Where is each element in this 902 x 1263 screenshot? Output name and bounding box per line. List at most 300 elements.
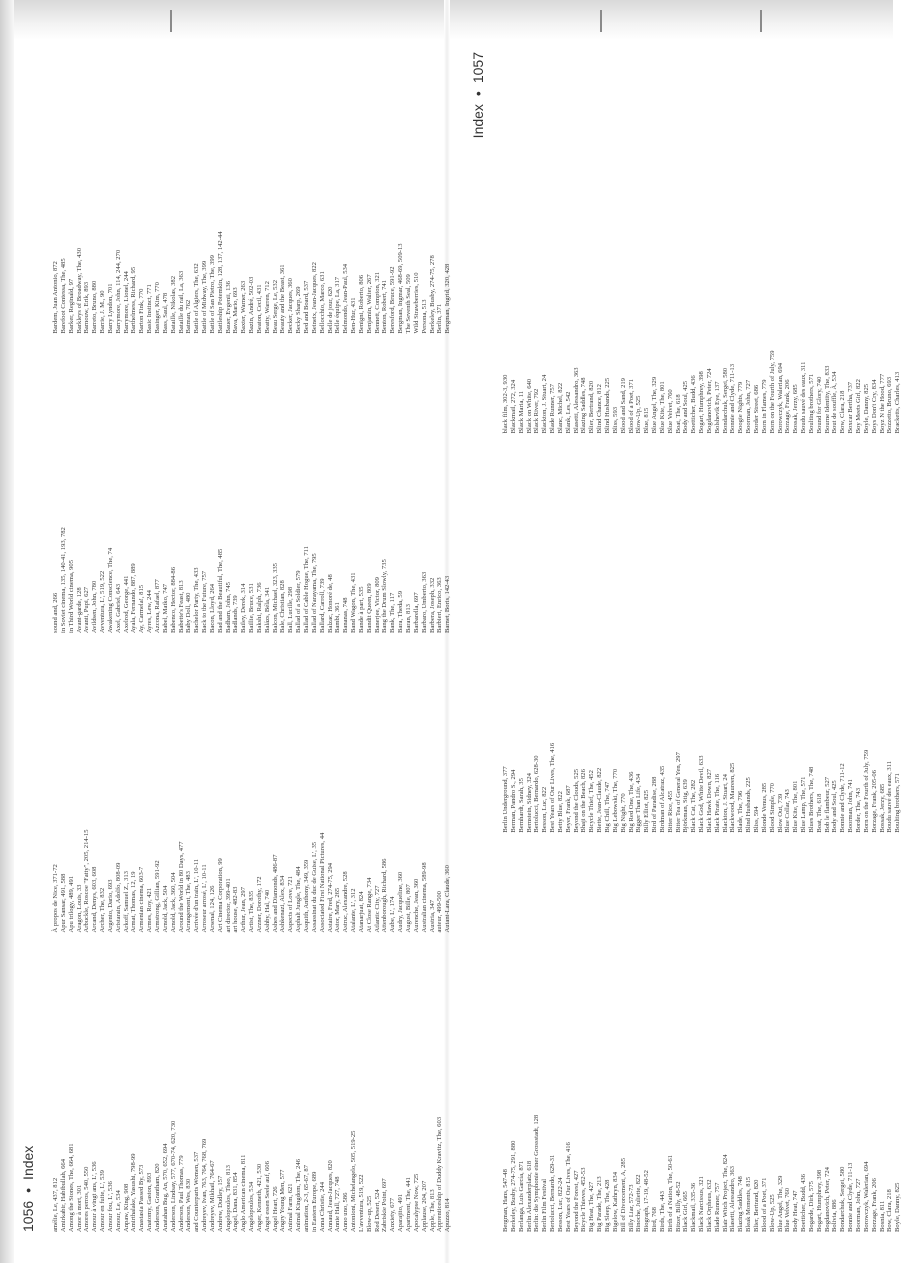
index-entry: Barefoot Contessa, The, 485: [59, 258, 67, 334]
index-entry: Amor à mort, 301: [75, 1184, 83, 1232]
index-entry: Bitzer, Billy, 48-52: [674, 1181, 682, 1232]
index-entry: Bliss, 593: [611, 406, 619, 434]
index-entry: Boulting brothers, 571: [807, 373, 815, 434]
index-entry: Bitter Rice, 455: [666, 790, 674, 833]
index-entry: Blow-Up, 525: [635, 395, 643, 434]
index-entry: Bertolucci, Bernardo, 629-31: [549, 1154, 557, 1232]
index-entry: Ayres, Lew, 244: [146, 590, 154, 633]
index-entry: Angelopoulos, 534: [248, 1181, 256, 1232]
index-entry: Blazing Saddles, 748: [580, 377, 588, 434]
index-entry: The Seventh Seal, 509: [404, 274, 412, 334]
index-entry: Barrymore, John, 114, 244, 270: [114, 249, 122, 334]
index-entry: Ballard, Carroll, 739: [318, 578, 326, 633]
scan-binding-mark: [760, 10, 762, 32]
index-entry: Apocalypse Now, 725: [412, 1173, 420, 1232]
index-entry: Black Pirate, The, 116: [713, 773, 721, 833]
index-entry: Associated First National Pictures, 44: [318, 832, 326, 933]
index-entry: Anderson, Wes, 830: [185, 1178, 193, 1232]
index-entry: Anpaw, King, 908: [122, 1183, 130, 1232]
index-entry: Boogie Nights, 779: [737, 381, 745, 434]
index-entry: in Soviet cinema, 135, 140-41, 193, 782: [59, 527, 67, 633]
index-entry: Bossak, Jerzy, 685: [792, 384, 800, 434]
index-entry: Ay, Carmela!, 815: [138, 584, 146, 633]
index-entry: Awakening Conscience, The, 74: [106, 547, 114, 633]
index-entry: Archer, The, 832: [99, 887, 107, 933]
index-entry: Barnouw, Erik, 893: [83, 281, 91, 334]
index-entry: Bitter Tea of General Yen, 297: [674, 752, 682, 833]
index-entry: Blow-Up, 525: [768, 1194, 776, 1232]
index-entry: Babel, Matko, 747: [161, 583, 169, 633]
index-entry: Big Chill, The, 747: [603, 781, 611, 833]
index-entry: Becky Sharp, 269: [295, 286, 303, 334]
index-entry: Bambi, 361: [334, 602, 342, 633]
index-entry: Bale, Christian, 828: [279, 580, 287, 633]
index-entry: Bigelow, Kathryn, 834: [611, 1171, 619, 1232]
index-entry: Aragon, Louis, 33: [75, 884, 83, 933]
index-entry: Apprenticeship of Duddy Kravitz, The, 603: [436, 1116, 444, 1232]
index-entry: Blasetti, Alessandro, 363: [729, 1166, 737, 1232]
index-entry: Blade Runner, 757: [549, 383, 557, 434]
index-entry: Amour à vingt ans, L', 536: [91, 1161, 99, 1232]
index-entry: Arthur, Jean, 297: [240, 886, 248, 933]
index-entry: sound and, 266: [52, 592, 59, 633]
index-entry: Bennett, Compton, 321: [373, 271, 381, 334]
index-entry: Banerjee, Victor, 809: [373, 577, 381, 633]
index-entry: Bound for Glory, 740: [815, 376, 823, 434]
index-entry: Big Heat, The, 427: [588, 1181, 596, 1232]
index-entry: Bliss, 594: [753, 806, 760, 833]
index-entry: August, Bille, 807: [404, 884, 412, 933]
index-entry: Amour, Le, 534: [114, 1190, 122, 1232]
index-entry: Bava, Mario, 693: [232, 287, 240, 334]
scan-binding-mark: [600, 10, 602, 32]
index-entry: Borowczyk, Walerian, 694: [776, 362, 784, 434]
index-entry: Boetticher, Budd, 436: [690, 375, 698, 434]
index-entry: Blood Simple, 770: [768, 783, 776, 833]
index-entry: Bonnie and Clyde, 711-13: [729, 363, 737, 434]
index-entry: Balcon, Michael, 323, 335: [271, 563, 279, 633]
index-entry: Anno uno, 586: [342, 1192, 350, 1232]
index-entry: Balzac, Honoré de, 48: [326, 574, 334, 633]
index-entry: Birds, The, 443: [658, 1191, 666, 1232]
index-entry: Becker, Jacques, 360: [287, 278, 295, 334]
index-entry: in Third World cinema, 905: [67, 559, 75, 633]
index-entry: Angelopoulos, Theo, 813: [224, 1165, 232, 1232]
index-entry: Boyle, Danny, 825: [862, 383, 870, 434]
index-entry: Boat, The, 618: [674, 394, 682, 434]
index-entry: Bauer, Evgenii, 136: [224, 281, 232, 334]
index-entry: Betty Blue, 822: [556, 791, 564, 833]
index-entry: Bergman, Ingrid, 320, 428: [444, 263, 452, 334]
index-entry: Berlin, 371: [436, 303, 444, 334]
index-entry: Benjamin, Walter, 267: [365, 274, 373, 334]
index-entry: Biograph, 17-19, 48-52: [643, 1170, 651, 1232]
index-entry: Bande à part, 535: [357, 586, 365, 633]
index-entry: Battle of Midway, The, 399: [201, 260, 209, 334]
index-entry: Aurenche, Jean, 360: [412, 878, 420, 933]
index-entry: Aube, L', 174: [389, 896, 397, 933]
index-entry: Aspects of Love, 721: [287, 876, 295, 933]
index-column: [52, 52, 452, 334]
index-entry: Bataille du rail, La, 363: [177, 270, 185, 334]
index-entry: Big Red One, The, 436: [627, 771, 635, 833]
index-entry: Big Sleep, The, 428: [603, 1179, 611, 1232]
index-entry: Berkeley, Busby, 274-75, 278: [428, 255, 436, 334]
index-entry: Battle of San Pietro, The, 399: [208, 255, 216, 334]
index-entry: Bracketts, Charles, 413: [894, 371, 902, 434]
index-entry: Bogart, Humphrey, 398: [815, 1169, 823, 1232]
index-entry: Bandit Queen, 809: [365, 583, 373, 633]
index-entry: Basic Instinct, 771: [146, 284, 154, 334]
index-entry: Beauty and the Beast, 361: [279, 264, 287, 334]
index-entry: Bird of Paradise, 288: [651, 776, 659, 833]
index-entry: Bogdanovich, Peter, 724: [823, 1167, 831, 1232]
index-entry: Boorman, John, 727: [745, 379, 753, 434]
index-entry: Persona, 513: [420, 299, 428, 334]
index-entry: Bleak Moments, 815: [745, 1176, 753, 1232]
index-entry: amélie, Le, 437, 812: [52, 1177, 59, 1232]
index-entry: Blue Lamp, The, 571: [800, 776, 808, 833]
left-page: [20, 52, 452, 1232]
index-entry: Andreyev, Ivan, 763, 764, 768, 769: [201, 1138, 209, 1232]
right-page-number: 1057: [470, 52, 486, 84]
index-entry: Boulting brothers, 571: [894, 773, 902, 833]
index-entry: Anger, Kenneth, 421, 530: [255, 1163, 263, 1232]
index-entry: Amirthalake, Yasushi, 798-99: [130, 1153, 138, 1232]
index-entry: Bertolucci, Bernardo, 628-30: [533, 755, 541, 833]
index-entry: Attenborough, Richard, 586: [381, 858, 389, 933]
index-entry: Asquith, Anthony, 349, 359: [303, 859, 310, 933]
index-entry: Baxter, Warner, 263: [240, 280, 248, 334]
index-entry: Big Parade, The, 213: [596, 1176, 604, 1232]
index-entry: Aparajito, 491: [397, 1193, 405, 1232]
index-entry: Billy Elliot, 825: [643, 789, 651, 833]
index-entry: Black Girl, 665: [682, 1191, 690, 1232]
index-entry: Bergman, Hans, 547-48: [502, 1169, 509, 1232]
index-entry: At Close Range, 734: [365, 877, 373, 933]
left-running-head: Index: [20, 1145, 36, 1180]
index-entry: Barker, Reginald, 97: [67, 278, 75, 334]
index-entry: Battleship Potemkin, 128, 137, 142-44: [216, 231, 224, 334]
index-entry: Around the World in 80 Days, 477: [177, 841, 185, 933]
index-entry: Barreto, Bruno, 880: [91, 280, 99, 334]
index-entry: Blair Witch Project, The, 824: [721, 1154, 729, 1232]
index-entry: Antonioni, Michelangelo, 505, 519-25: [350, 1130, 358, 1232]
index-entry: Atlantic City, 727: [373, 885, 381, 933]
index-entry: Blind Chance, 812: [596, 384, 604, 434]
index-entry: Bigger Than Life, 434: [635, 773, 643, 833]
index-entry: Amour fou, L', 536: [106, 1181, 114, 1232]
index-entry: Australian cinema, 589-98: [420, 862, 428, 933]
index-entry: Besson, Luc, 822: [541, 786, 549, 833]
index-entry: Boys Don't Cry, 834: [870, 379, 878, 434]
index-entry: Blade Runner, 757: [713, 1182, 721, 1232]
index-entry: Ashes and Diamonds, 486-87: [271, 854, 279, 933]
index-entry: Blow-up, 525: [365, 1195, 373, 1232]
index-entry: Bolivia, 886: [831, 1199, 839, 1232]
index-entry: Ballad of a Soldier, 579: [295, 570, 303, 633]
index-entry: Annie Hall, 727, 748: [334, 1176, 342, 1232]
index-column: [502, 851, 902, 1232]
index-entry: Borzage, Frank, 206: [784, 379, 792, 434]
index-entry: Arrivée d'un train, L', 10-11: [193, 858, 201, 933]
index-entry: Arzner, Dorothy, 172: [255, 876, 263, 933]
index-entry: Arkoff, Samuel Z., 313: [122, 871, 130, 933]
index-entry: Bonnie and Clyde, 711-12: [839, 763, 847, 833]
index-entry: Audry, Jacqueline, 360: [397, 871, 405, 933]
index-entry: Art Cinema Corporation, 99: [216, 858, 224, 933]
scan-left-edge: [0, 0, 14, 1263]
index-entry: Arnold, Jack, 504: [161, 885, 169, 933]
index-entry: Berlin: die Symphonie einer Grossstadt, 128: [533, 1114, 541, 1232]
index-entry: Babenco, Hector, 884-86: [169, 566, 177, 633]
index-entry: Anxiety, 677: [389, 1197, 397, 1232]
index-entry: Anatahan Bug, An, 570, 652, 694: [161, 1143, 169, 1232]
index-entry: Blind Husbands, 225: [603, 377, 611, 434]
index-entry: Apuzzo, 814: [444, 1198, 452, 1232]
index-entry: auteur, 499-500: [436, 891, 444, 933]
index-entry: Black on White, 640: [525, 378, 533, 434]
right-page: [470, 52, 902, 1232]
index-entry: Body Heat, 747: [792, 1190, 800, 1232]
index-entry: Beatty, Warren, 712: [263, 281, 271, 334]
index-entry: Bondarchuk, Sergei, 580: [839, 1166, 847, 1232]
index-entry: Bogarde, Dirk, 575: [807, 1181, 815, 1232]
index-entry: Baillie, Bruce, 531: [248, 583, 256, 633]
index-entry: Apu trilogy, 489, 491: [67, 875, 75, 933]
index-entry: Blazing Saddles, 748: [737, 1176, 745, 1232]
index-entry: Blier, Bertrand, 820: [588, 380, 596, 434]
index-entry: Boudu sauvé des eaux, 311: [800, 361, 808, 434]
index-entry: Björkman, Stig, 639: [682, 779, 690, 833]
left-page-number: 1056: [20, 1200, 36, 1232]
index-entry: Body and Soul, 425: [831, 780, 839, 833]
index-entry: Bolshevik Eye, 137: [713, 381, 721, 434]
index-entry: Barrymore, Lionel, 244: [122, 271, 130, 334]
index-entry: Blue Kite, The, 801: [658, 381, 666, 434]
index-entry: Autant-Lara, Claude, 360: [444, 865, 452, 933]
index-entry: Bakshi, Ralph, 736: [255, 582, 263, 633]
index-entry: Blind Husbands, 225: [745, 777, 753, 833]
index-entry: Badlands, 739: [232, 595, 240, 633]
scan-binding-mark: [170, 10, 172, 32]
index-entry: Blood of a Poet, 371: [760, 1177, 768, 1232]
index-entry: Bardem, Juan Antonio, 872: [52, 261, 59, 334]
index-entry: Birdman of Alcatraz, 435: [658, 765, 666, 833]
index-entry: Avildsen, John, 780: [91, 580, 99, 633]
index-entry: Arnold, Jack, 360, 504: [169, 872, 177, 933]
index-entry: Bank, The, 117: [389, 592, 397, 633]
index-entry: Wild Strawberries, 510: [412, 272, 420, 334]
index-entry: Boorman, John, 727: [854, 1178, 862, 1232]
index-entry: Astruc, Alexandre, 528: [342, 871, 350, 933]
index-entry: Apple, The, 813: [428, 1189, 436, 1232]
index-entry: Bacon, Lloyd, 264: [208, 583, 216, 633]
index-entry: Atanarjuat, 824: [357, 891, 365, 933]
index-entry: Anastasia Passed By, 573: [138, 1164, 146, 1232]
index-entry: Armat, Thomas, 12, 19: [130, 871, 138, 933]
index-entry: Assassinat du duc de Guise, L', 35: [310, 841, 318, 933]
index-entry: Big Lebowski, The, 770: [611, 768, 619, 833]
index-entry: Border, The, 743: [854, 788, 862, 833]
index-entry: Blues Brothers, The, 748: [807, 766, 815, 833]
index-entry: Benton, Robert, 741: [381, 280, 389, 334]
index-column: [52, 951, 452, 1233]
index-entry: Andrew, Dudley, 157: [216, 1175, 224, 1232]
index-entry: Blue Velvet, 760: [784, 1187, 792, 1232]
index-entry: Andreyev, Mikhail, 764-67: [208, 1160, 216, 1232]
index-entry: Anderson, Lindsay, 577, 670-74, 620, 730: [169, 1120, 177, 1232]
index-entry: Blade, The, 796: [737, 790, 745, 833]
right-page-folio: Index•1057: [470, 52, 486, 139]
index-entry: Benigni, Roberto, 806: [357, 274, 365, 334]
index-entry: Ashby, Hal, 740: [263, 889, 271, 933]
index-entry: Barrie, J. M., 90: [99, 290, 107, 334]
index-entry: Black River, 792: [533, 388, 541, 434]
index-entry: Beau Serge, Le, 532: [271, 279, 279, 334]
index-entry: Bailey, Derek, 314: [240, 583, 248, 633]
index-entry: Black Orpheus, 632: [705, 1179, 713, 1232]
index-entry: Armenian cinema, 603-7: [138, 866, 146, 933]
index-entry: Bergman, Ingmar, 468-69, 509-13: [397, 243, 405, 334]
index-entry: Borzage, Frank, 205-06: [870, 770, 878, 833]
index-entry: Angst essen Seele auf, 606: [263, 1161, 271, 1232]
index-entry: Bicycle Thief, The, 452: [588, 770, 596, 833]
index-entry: Blank, Les, 542: [564, 391, 572, 434]
index-entry: art house, 482-83: [232, 886, 240, 933]
index-entry: Big Night, 770: [619, 793, 627, 833]
index-entry: Avventura, L', 519, 522: [99, 570, 107, 633]
index-entry: Avanti, Pupi, 627: [83, 586, 91, 633]
index-entry: Bernstein, Sidney, 324: [525, 773, 533, 833]
index-entry: Arcand, Denys, 603, 608: [91, 866, 99, 933]
index-entry: Avant-garde, 128: [75, 587, 83, 633]
index-entry: Beyer, Frank, 687: [564, 785, 572, 833]
right-page-columns: [502, 52, 902, 1232]
index-entry: Aristarain, Adolfo, 808-09: [114, 862, 122, 933]
index-entry: Beineix, Jean-Jacques, 822: [310, 262, 318, 334]
index-entry: Ballad of Narayama, The, 795: [310, 553, 318, 633]
index-entry: Angel, Dana, 831, 854: [232, 1172, 240, 1232]
index-entry: Beresford, Bruce, 591-92: [389, 266, 397, 334]
index-entry: Anglo American cinema, 811: [240, 1154, 248, 1232]
index-entry: Animal Farm, 621: [287, 1183, 295, 1232]
index-entry: Bara, Theda, 59: [397, 591, 405, 633]
index-entry: Boy Meets Girl, 822: [854, 379, 862, 434]
index-entry: Applause, 204, 207: [420, 1180, 428, 1232]
index-entry: Amour en fuite, L', 539: [99, 1170, 107, 1232]
index-entry: Bout de souffle, À, 534: [831, 371, 839, 434]
index-entry: Ball, Lucille, 298: [287, 586, 295, 633]
index-entry: Bass, Saul, 478: [161, 292, 169, 334]
index-entry: Amores perros, 540, 550: [83, 1166, 91, 1232]
index-entry: Blackmail, 272, 324: [509, 379, 517, 434]
index-entry: Beyond the Forest, 427: [572, 1170, 580, 1232]
index-entry: Barnet, Boris, 142-43: [444, 575, 452, 633]
index-entry: Bed and Board, 537: [303, 280, 310, 334]
index-entry: Bicycle Thieves, 452-53: [580, 1167, 588, 1232]
index-entry: Batman, 762: [185, 299, 193, 334]
index-entry: Black Maria, 11: [517, 390, 525, 434]
index-entry: Besson, Luc, 822-24: [556, 1177, 564, 1232]
left-page-columns: [52, 52, 452, 1232]
index-entry: Animal Kingdom, The, 246: [295, 1159, 303, 1232]
index-entry: Blue, 815: [643, 407, 651, 434]
index-entry: Barry Lyndon, 701: [106, 283, 114, 334]
index-entry: Boudu sauvé des eaux, 311: [886, 760, 894, 833]
index-entry: Best Years of Our Lives, The, 416: [549, 742, 557, 833]
index-entry: Arrangement, The, 483: [185, 871, 193, 933]
index-entry: Boat, The, 618: [815, 793, 823, 833]
index-entry: Born in Flames, 779: [760, 379, 768, 434]
index-entry: Armstrong, Gillian, 591-92: [153, 860, 161, 933]
index-entry: Badham, John, 745: [224, 582, 232, 633]
index-entry: Arbuckle, Roscoe "Fatty", 205, 214-15: [83, 829, 91, 933]
index-entry: Beaton, Cecil, 431: [255, 284, 263, 334]
index-entry: Berkeley, Busby, 274-75, 291, 880: [509, 1140, 517, 1232]
index-entry: Blue Angel, The, 329: [651, 376, 659, 434]
index-entry: Boyz N the Hood, 777: [878, 373, 886, 434]
index-entry: Berlin Film Festival: [541, 1178, 549, 1232]
index-entry: Back to the Future, 757: [201, 570, 209, 633]
index-entry: Bozzetto, Bruno, 693: [886, 376, 894, 434]
index-entry: Best Years of Our Lives, The, 416: [564, 1142, 572, 1232]
index-entry: Arsenal, 124, 126: [208, 885, 216, 933]
index-entry: Bondarchuk, Sergei, 580: [721, 367, 729, 434]
index-column: [52, 352, 452, 634]
index-entry: Body and Soul, 425: [682, 380, 690, 434]
index-entry: Zabriskie Point, 697: [381, 1178, 389, 1232]
index-entry: Axelrod, George, 441: [122, 575, 130, 633]
index-entry: Black God, White Devil, 633: [698, 755, 706, 833]
index-entry: Apartment, The, 441: [404, 1177, 412, 1232]
index-entry: Artist, The, 835: [248, 890, 256, 933]
index-entry: Baran, 813: [404, 604, 412, 633]
index-entry: Blanc, Michel, 822: [556, 382, 564, 434]
index-entry: Billy Liar, 572-73: [627, 1184, 635, 1232]
index-entry: Blue Collar, 743: [784, 789, 792, 833]
index-entry: art director, 399-401: [224, 878, 232, 933]
index-entry: Bellocchio, Marco, 631: [318, 271, 326, 334]
index-entry: Anatomy, Gaston, 893: [146, 1172, 154, 1232]
index-column: [502, 52, 902, 434]
index-entry: Blue Angel, The, 329: [776, 1175, 784, 1232]
index-entry: Babette's Feast, 813: [177, 580, 185, 633]
index-entry: Bernhardt, Sarah, 35: [517, 778, 525, 833]
index-entry: Born on the Fourth of July, 759: [862, 749, 870, 833]
index-entry: Angel Heart, 726: [271, 1186, 279, 1232]
index-entry: Astor, Mary, 265: [334, 887, 342, 933]
index-entry: Boyle, Danny, 825: [894, 1182, 902, 1232]
index-entry: Blue Kite, The, 801: [792, 780, 800, 833]
index-entry: Arroseur arrosé, L', 10-11: [201, 864, 209, 933]
index-entry: Bow, Clara, 218: [886, 1189, 894, 1232]
index-entry: Bow, Clara, 218: [839, 390, 847, 434]
right-page-header: [470, 52, 492, 1232]
index-entry: Blow Out, 739: [776, 793, 784, 833]
index-entry: and Counterparts Women, 537: [193, 1151, 201, 1232]
index-entry: Anna Christie, 244: [318, 1182, 326, 1232]
index-entry: Anderson, Grantham, 820: [153, 1163, 161, 1232]
index-entry: Azcona, Rafael, 877: [153, 579, 161, 633]
index-entry: Black Narcissus, 321: [698, 1176, 706, 1232]
index-entry: Annaud, Jean-Jacques, 820: [326, 1160, 334, 1232]
index-entry: animation, 2-3, 65-67, 87: [303, 1164, 310, 1232]
index-entry: Blonde Venus, 285: [760, 782, 768, 833]
index-entry: Barton Fink, 770: [138, 288, 146, 334]
index-entry: Boxcar Bertha, 737: [847, 381, 855, 434]
index-entry: Atalante, L', 312: [350, 888, 358, 933]
